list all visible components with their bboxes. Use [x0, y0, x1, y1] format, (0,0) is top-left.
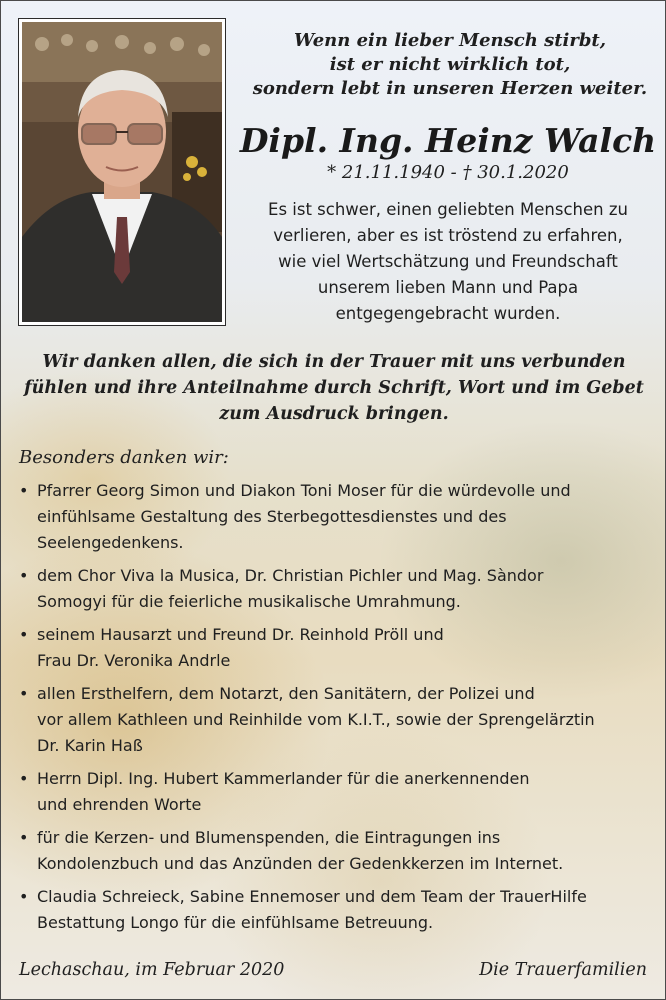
list-item-line: vor allem Kathleen und Reinhilde vom K.I.T., sowie der Sprengelärztin	[37, 710, 595, 729]
list-item-line: Seelengedenkens.	[37, 533, 184, 552]
life-dates: * 21.11.1940 - † 30.1.2020	[327, 162, 569, 183]
bullet-icon: •	[19, 769, 29, 788]
consolation-line: Es ist schwer, einen geliebten Menschen zu	[268, 200, 628, 219]
special-thanks-list	[19, 478, 655, 943]
list-item-line: Kondolenzbuch und das Anzünden der Gedenkkerzen im Internet.	[37, 854, 564, 873]
list-item-line: Bestattung Longo für die einfühlsame Betreuung.	[37, 913, 434, 932]
list-item	[19, 766, 655, 818]
list-item-line: dem Chor Viva la Musica, Dr. Christian Pichler und Mag. Sàndor	[37, 566, 544, 585]
bullet-icon: •	[19, 887, 29, 906]
list-item-line: Somogyi für die feierliche musikalische Umrahmung.	[37, 592, 461, 611]
list-item-line: Frau Dr. Veronika Andrle	[37, 651, 231, 670]
list-item-line: allen Ersthelfern, dem Notarzt, den Sanitätern, der Polizei und	[37, 684, 535, 703]
consolation-line: entgegengebracht wurden.	[335, 304, 561, 323]
bullet-icon: •	[19, 566, 29, 585]
thanks-line: Wir danken allen, die sich in der Trauer mit uns verbunden	[42, 352, 626, 372]
place-and-date: Lechaschau, im Februar 2020	[19, 960, 285, 980]
list-item-line: für die Kerzen- und Blumenspenden, die Eintragungen ins	[37, 828, 501, 847]
thanks-line: zum Ausdruck bringen.	[219, 404, 449, 424]
list-item-line: und ehrenden Worte	[37, 795, 202, 814]
special-thanks-heading: Besonders danken wir:	[19, 447, 229, 468]
signature: Die Trauerfamilien	[479, 960, 647, 980]
consolation-line: unserem lieben Mann und Papa	[317, 278, 579, 297]
list-item	[19, 563, 655, 615]
quote-line: Wenn ein lieber Mensch stirbt,	[293, 30, 607, 51]
bullet-icon: •	[19, 828, 29, 847]
list-item	[19, 825, 655, 877]
general-thanks	[11, 349, 657, 427]
quote-line: sondern lebt in unseren Herzen weiter.	[252, 78, 648, 99]
deceased-name: Dipl. Ing. Heinz Walch	[239, 121, 657, 160]
list-item-line: seinem Hausarzt und Freund Dr. Reinhold Pröll und	[37, 625, 444, 644]
list-item	[19, 884, 655, 936]
list-item-line: einfühlsame Gestaltung des Sterbegottesdienstes und des	[37, 507, 507, 526]
list-item-line: Herrn Dipl. Ing. Hubert Kammerlander für die anerkennenden	[37, 769, 530, 788]
memorial-quote	[241, 29, 659, 101]
list-item-line: Dr. Karin Haß	[37, 736, 143, 755]
list-item	[19, 622, 655, 674]
list-item	[19, 478, 655, 556]
bullet-icon: •	[19, 684, 29, 703]
list-item	[19, 681, 655, 759]
quote-line: ist er nicht wirklich tot,	[329, 54, 571, 75]
bullet-icon: •	[19, 625, 29, 644]
portrait-photo	[18, 18, 226, 326]
list-item-line: Pfarrer Georg Simon und Diakon Toni Moser für die würdevolle und	[37, 481, 571, 500]
consolation-line: wie viel Wertschätzung und Freundschaft	[278, 252, 618, 271]
bullet-icon: •	[19, 481, 29, 500]
consolation-text	[237, 197, 659, 327]
thanks-line: fühlen und ihre Anteilnahme durch Schrift, Wort und im Gebet	[24, 378, 644, 398]
consolation-line: verlieren, aber es ist tröstend zu erfahren,	[273, 226, 623, 245]
list-item-line: Claudia Schreieck, Sabine Ennemoser und dem Team der TrauerHilfe	[37, 887, 587, 906]
